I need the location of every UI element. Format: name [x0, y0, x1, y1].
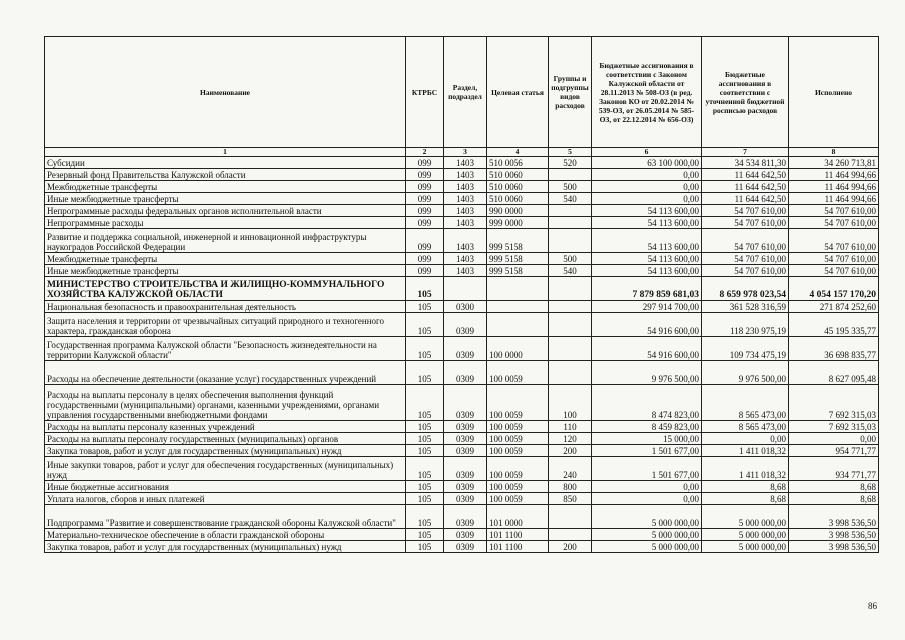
table-row: [45, 541, 879, 553]
table-row: [45, 433, 879, 445]
row-assigned: 8 459 823,00: [592, 421, 702, 433]
row-assigned: 0,00: [592, 193, 702, 205]
row-name: Государственная программа Калужской области "Безопасность жизнедеятельности на территории Калужской области": [45, 337, 406, 361]
row-executed: 954 771,77: [789, 445, 879, 457]
row-assigned: 63 100 000,00: [592, 157, 702, 169]
row-razdel: 0309: [444, 361, 487, 385]
row-refined: 11 644 642,50: [702, 181, 789, 193]
header-refined: Бюджетные ассигнования в соответствии с уточненной бюджетной росписью расходов: [702, 37, 789, 148]
row-executed: 54 707 610,00: [789, 253, 879, 265]
table-row: [45, 181, 879, 193]
row-ktrbs: 105: [406, 493, 444, 505]
row-ktrbs: 105: [406, 529, 444, 541]
column-number: 1: [45, 148, 406, 157]
row-assigned: 9 976 500,00: [592, 361, 702, 385]
row-statya: 100 0059: [487, 445, 549, 457]
table-row: [45, 277, 879, 301]
table-row: [45, 193, 879, 205]
row-razdel: 1403: [444, 157, 487, 169]
header-razdel: Раздел, подраздел: [444, 37, 487, 148]
row-executed: 0,00: [789, 433, 879, 445]
row-vid: [549, 361, 592, 385]
table-row: [45, 229, 879, 253]
row-executed: 8,68: [789, 493, 879, 505]
row-name: Непрограммные расходы: [45, 217, 406, 229]
row-assigned: 1 501 677,00: [592, 457, 702, 481]
row-ktrbs: 105: [406, 385, 444, 421]
row-name: Расходы на выплаты персоналу государственных (муниципальных) органов: [45, 433, 406, 445]
row-executed: 3 998 536,50: [789, 541, 879, 553]
row-assigned: 54 113 600,00: [592, 253, 702, 265]
row-razdel: 0309: [444, 529, 487, 541]
row-name: Иные межбюджетные трансферты: [45, 193, 406, 205]
row-assigned: 54 113 600,00: [592, 217, 702, 229]
row-statya: 999 0000: [487, 217, 549, 229]
row-statya: 100 0059: [487, 421, 549, 433]
row-executed: 11 464 994,66: [789, 193, 879, 205]
row-assigned: 7 879 859 681,03: [592, 277, 702, 301]
row-refined: 361 528 316,59: [702, 301, 789, 313]
row-razdel: 1403: [444, 253, 487, 265]
row-statya: 100 0059: [487, 457, 549, 481]
row-ktrbs: 105: [406, 457, 444, 481]
row-name: Уплата налогов, сборов и иных платежей: [45, 493, 406, 505]
table-row: [45, 385, 879, 421]
row-vid: 240: [549, 457, 592, 481]
row-statya: 101 1100: [487, 541, 549, 553]
row-statya: 101 0000: [487, 505, 549, 529]
column-number: 2: [406, 148, 444, 157]
row-assigned: 54 113 600,00: [592, 205, 702, 217]
row-ktrbs: 105: [406, 481, 444, 493]
row-ktrbs: 099: [406, 181, 444, 193]
row-refined: 8 565 473,00: [702, 385, 789, 421]
row-name: Развитие и поддержка социальной, инженерной и инновационной инфраструктуры наукоградов Российской Федерации: [45, 229, 406, 253]
row-vid: 500: [549, 181, 592, 193]
row-assigned: 54 113 600,00: [592, 265, 702, 277]
row-ktrbs: 105: [406, 445, 444, 457]
row-name: Материально-техническое обеспечение в области гражданской обороны: [45, 529, 406, 541]
row-vid: 540: [549, 193, 592, 205]
row-ktrbs: 105: [406, 421, 444, 433]
row-refined: 54 707 610,00: [702, 229, 789, 253]
column-number: 8: [789, 148, 879, 157]
row-vid: [549, 505, 592, 529]
row-razdel: 0309: [444, 385, 487, 421]
table-row: [45, 205, 879, 217]
row-razdel: 1403: [444, 169, 487, 181]
column-number: 7: [702, 148, 789, 157]
table-row: [45, 157, 879, 169]
row-executed: 7 692 315,03: [789, 421, 879, 433]
row-refined: 54 707 610,00: [702, 253, 789, 265]
row-refined: 5 000 000,00: [702, 529, 789, 541]
row-refined: 5 000 000,00: [702, 505, 789, 529]
row-executed: 54 707 610,00: [789, 265, 879, 277]
row-assigned: 0,00: [592, 181, 702, 193]
header-done: Исполнено: [789, 37, 879, 148]
row-name: Расходы на выплаты персоналу казенных учреждений: [45, 421, 406, 433]
header-assign: Бюджетные ассигнования в соответствии с Законом Калужской области от 28.11.2013 № 508-ОЗ (в ред. Законов КО от 20.02.2014 № 539-ОЗ, от 26.05.2014 № 585-ОЗ, от 22.12.2014 № 656-ОЗ): [592, 37, 702, 148]
report-page: [44, 36, 878, 553]
row-razdel: 0309: [444, 541, 487, 553]
row-name: Расходы на обеспечение деятельности (оказание услуг) государственных учреждений: [45, 361, 406, 385]
row-vid: [549, 229, 592, 253]
row-ktrbs: 105: [406, 301, 444, 313]
budget-table: [44, 36, 879, 553]
row-refined: 11 644 642,50: [702, 193, 789, 205]
row-razdel: 1403: [444, 181, 487, 193]
row-name: Расходы на выплаты персоналу в целях обеспечения выполнения функций государственными (муниципальными) органами, казенными учреждениями, органами управления государственными внебюджетными фондами: [45, 385, 406, 421]
row-refined: 34 534 811,30: [702, 157, 789, 169]
row-name: Национальная безопасность и правоохранительная деятельность: [45, 301, 406, 313]
row-vid: 100: [549, 385, 592, 421]
row-statya: 100 0059: [487, 481, 549, 493]
row-statya: 100 0000: [487, 337, 549, 361]
row-vid: 500: [549, 253, 592, 265]
header-statya: Целевая статья: [487, 37, 549, 148]
row-assigned: 54 916 600,00: [592, 337, 702, 361]
row-refined: 1 411 018,32: [702, 445, 789, 457]
row-name: Субсидии: [45, 157, 406, 169]
row-name: Межбюджетные трансферты: [45, 253, 406, 265]
row-name: Иные закупки товаров, работ и услуг для обеспечения государственных (муниципальных) нужд: [45, 457, 406, 481]
row-statya: 101 1100: [487, 529, 549, 541]
header-vid: Группы и подгруппы видов расходов: [549, 37, 592, 148]
row-assigned: 297 914 700,00: [592, 301, 702, 313]
table-row: [45, 217, 879, 229]
row-statya: 999 5158: [487, 265, 549, 277]
row-razdel: 0309: [444, 337, 487, 361]
row-ktrbs: 105: [406, 433, 444, 445]
row-name: Подпрограмма "Развитие и совершенствование гражданской обороны Калужской области": [45, 505, 406, 529]
row-assigned: 0,00: [592, 169, 702, 181]
row-vid: [549, 301, 592, 313]
column-number: 5: [549, 148, 592, 157]
row-razdel: 0309: [444, 445, 487, 457]
row-refined: 8,68: [702, 481, 789, 493]
row-executed: 3 998 536,50: [789, 529, 879, 541]
row-vid: [549, 313, 592, 337]
table-row: [45, 421, 879, 433]
row-assigned: 54 916 600,00: [592, 313, 702, 337]
row-razdel: 0309: [444, 457, 487, 481]
row-statya: [487, 301, 549, 313]
row-statya: 100 0059: [487, 493, 549, 505]
row-name: Закупка товаров, работ и услуг для государственных (муниципальных) нужд: [45, 541, 406, 553]
row-statya: 990 0000: [487, 205, 549, 217]
column-number-row: [45, 148, 879, 157]
row-razdel: 0309: [444, 493, 487, 505]
table-row: [45, 481, 879, 493]
row-razdel: 0309: [444, 313, 487, 337]
row-refined: 1 411 018,32: [702, 457, 789, 481]
row-assigned: 8 474 823,00: [592, 385, 702, 421]
row-name: Иные бюджетные ассигнования: [45, 481, 406, 493]
row-vid: [549, 337, 592, 361]
row-refined: 9 976 500,00: [702, 361, 789, 385]
row-executed: 4 054 157 170,20: [789, 277, 879, 301]
row-assigned: 0,00: [592, 493, 702, 505]
row-vid: [549, 169, 592, 181]
row-refined: 8,68: [702, 493, 789, 505]
row-ktrbs: 105: [406, 361, 444, 385]
row-assigned: 5 000 000,00: [592, 505, 702, 529]
row-refined: 5 000 000,00: [702, 541, 789, 553]
row-statya: 999 5158: [487, 253, 549, 265]
row-name: Защита населения и территории от чрезвычайных ситуаций природного и техногенного характера, гражданская оборона: [45, 313, 406, 337]
row-executed: 54 707 610,00: [789, 205, 879, 217]
row-ktrbs: 099: [406, 193, 444, 205]
column-number: 4: [487, 148, 549, 157]
row-vid: 110: [549, 421, 592, 433]
row-statya: [487, 313, 549, 337]
row-razdel: 0309: [444, 505, 487, 529]
header-name: Наименование: [45, 37, 406, 148]
row-statya: 510 0060: [487, 181, 549, 193]
row-ktrbs: 099: [406, 157, 444, 169]
row-vid: 200: [549, 541, 592, 553]
row-vid: 800: [549, 481, 592, 493]
column-number: 3: [444, 148, 487, 157]
row-ktrbs: 099: [406, 205, 444, 217]
row-executed: 54 707 610,00: [789, 229, 879, 253]
row-refined: 8 659 978 023,54: [702, 277, 789, 301]
row-executed: 11 464 994,66: [789, 181, 879, 193]
column-number: 6: [592, 148, 702, 157]
row-ktrbs: 105: [406, 277, 444, 301]
row-razdel: 0309: [444, 421, 487, 433]
row-executed: 34 260 713,81: [789, 157, 879, 169]
row-razdel: 0300: [444, 301, 487, 313]
header-ktrbs: КТРБС: [406, 37, 444, 148]
row-statya: 100 0059: [487, 433, 549, 445]
row-razdel: [444, 277, 487, 301]
row-ktrbs: 099: [406, 253, 444, 265]
row-refined: 54 707 610,00: [702, 217, 789, 229]
row-vid: [549, 217, 592, 229]
row-vid: 540: [549, 265, 592, 277]
row-name: Резервный фонд Правительства Калужской области: [45, 169, 406, 181]
row-vid: 200: [549, 445, 592, 457]
table-row: [45, 337, 879, 361]
row-ktrbs: 105: [406, 337, 444, 361]
row-name: Непрограммные расходы федеральных органов исполнительной власти: [45, 205, 406, 217]
row-assigned: 0,00: [592, 481, 702, 493]
row-executed: 36 698 835,77: [789, 337, 879, 361]
row-razdel: 1403: [444, 217, 487, 229]
row-statya: 510 0056: [487, 157, 549, 169]
row-vid: 520: [549, 157, 592, 169]
table-row: [45, 169, 879, 181]
row-assigned: 5 000 000,00: [592, 541, 702, 553]
table-row: [45, 301, 879, 313]
row-executed: 271 874 252,60: [789, 301, 879, 313]
row-executed: 934 771,77: [789, 457, 879, 481]
table-body: [45, 157, 879, 553]
row-refined: 54 707 610,00: [702, 265, 789, 277]
row-refined: 118 230 975,19: [702, 313, 789, 337]
table-row: [45, 457, 879, 481]
row-ktrbs: 099: [406, 217, 444, 229]
row-name: МИНИСТЕРСТВО СТРОИТЕЛЬСТВА И ЖИЛИЩНО-КОММУНАЛЬНОГО ХОЗЯЙСТВА КАЛУЖСКОЙ ОБЛАСТИ: [45, 277, 406, 301]
row-ktrbs: 099: [406, 169, 444, 181]
row-executed: 8 627 095,48: [789, 361, 879, 385]
row-razdel: 0309: [444, 433, 487, 445]
row-assigned: 54 113 600,00: [592, 229, 702, 253]
row-statya: 999 5158: [487, 229, 549, 253]
row-name: Иные межбюджетные трансферты: [45, 265, 406, 277]
row-statya: 100 0059: [487, 385, 549, 421]
row-vid: [549, 529, 592, 541]
row-name: Закупка товаров, работ и услуг для государственных (муниципальных) нужд: [45, 445, 406, 457]
row-ktrbs: 105: [406, 505, 444, 529]
row-executed: 3 998 536,50: [789, 505, 879, 529]
table-row: [45, 265, 879, 277]
table-row: [45, 505, 879, 529]
row-executed: 8,68: [789, 481, 879, 493]
header-row: [45, 37, 879, 148]
row-ktrbs: 105: [406, 541, 444, 553]
row-assigned: 1 501 677,00: [592, 445, 702, 457]
row-executed: 45 195 335,77: [789, 313, 879, 337]
row-vid: [549, 205, 592, 217]
row-razdel: 1403: [444, 265, 487, 277]
row-vid: 120: [549, 433, 592, 445]
table-row: [45, 493, 879, 505]
row-ktrbs: 105: [406, 313, 444, 337]
table-row: [45, 445, 879, 457]
row-razdel: 1403: [444, 193, 487, 205]
row-refined: 54 707 610,00: [702, 205, 789, 217]
page-number: 86: [868, 601, 877, 611]
table-row: [45, 253, 879, 265]
row-razdel: 1403: [444, 229, 487, 253]
row-assigned: 15 000,00: [592, 433, 702, 445]
table-row: [45, 361, 879, 385]
row-executed: 54 707 610,00: [789, 217, 879, 229]
row-ktrbs: 099: [406, 229, 444, 253]
row-vid: 850: [549, 493, 592, 505]
row-ktrbs: 099: [406, 265, 444, 277]
table-row: [45, 529, 879, 541]
row-refined: 0,00: [702, 433, 789, 445]
row-vid: [549, 277, 592, 301]
row-statya: 510 0060: [487, 169, 549, 181]
row-refined: 109 734 475,19: [702, 337, 789, 361]
table-row: [45, 313, 879, 337]
row-statya: [487, 277, 549, 301]
row-name: Межбюджетные трансферты: [45, 181, 406, 193]
row-refined: 8 565 473,00: [702, 421, 789, 433]
row-refined: 11 644 642,50: [702, 169, 789, 181]
row-statya: 100 0059: [487, 361, 549, 385]
row-executed: 11 464 994,66: [789, 169, 879, 181]
row-razdel: 1403: [444, 205, 487, 217]
row-razdel: 0309: [444, 481, 487, 493]
row-statya: 510 0060: [487, 193, 549, 205]
row-executed: 7 692 315,03: [789, 385, 879, 421]
row-assigned: 5 000 000,00: [592, 529, 702, 541]
